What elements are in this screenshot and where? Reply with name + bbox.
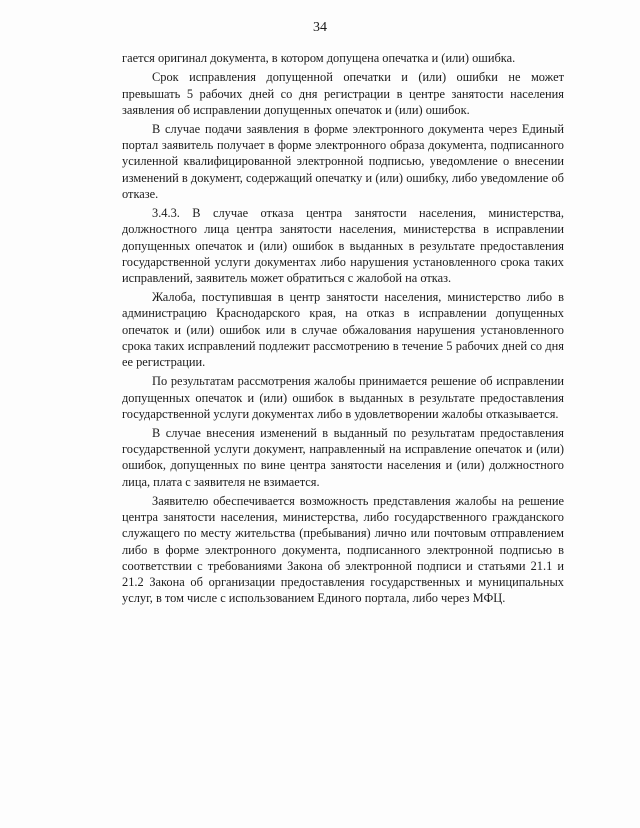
paragraph-complaint-decision: По результатам рассмотрения жалобы принимается решение об исправлении допущенных опечаток и (или) ошибок в выданных в результате предоставления государственной услуги документах либо в удовлетворении жалобы отказывается. (122, 374, 564, 421)
paragraph-no-fee: В случае внесения изменений в выданный по результатам предоставления государственной услуги документ, направленный на исправление опечаток и (или) ошибок, допущенных по вине центра занятости населения и (или) должностного лица, плата с заявителя не взимается. (122, 426, 564, 489)
paragraph-section-3-4-3: 3.4.3. В случае отказа центра занятости населения, министерства, должностного лица центра занятости населения, министерства в исправлении допущенных опечаток и (или) ошибок в выданных в результате предоставления государственной услуги документах либо нарушения установленного срока таких исправлений, заявитель может обратиться с жалобой на отказ. (122, 206, 564, 285)
paragraph-complaint-review: Жалоба, поступившая в центр занятости населения, министерство либо в администрацию Краснодарского края, на отказ в исправлении допущенных опечаток и (или) ошибок или в случае обжалования нарушения установленного срока таких исправлений подлежит рассмотрению в течение 5 рабочих дней со дня ее регистрации. (122, 290, 564, 370)
page-number: 34 (313, 20, 327, 35)
paragraph-continuation: гается оригинал документа, в котором допущена опечатка и (или) ошибка. (122, 51, 516, 65)
paragraph-correction-deadline: Срок исправления допущенной опечатки и (или) ошибки не может превышать 5 рабочих дней со дня регистрации в центре занятости населения заявления об исправлении допущенных опечаток и (или) ошибок. (122, 70, 564, 117)
paragraph-complaint-submission: Заявителю обеспечивается возможность представления жалобы на решение центра занятости населения, министерства, либо государственного гражданского служащего по месту жительства (пребывания) лично или почтовым отправлением либо в форме электронного документа, подписанного электронной подписью в соответствии с требованиями Закона об электронной подписи и статьями 21.1 и 21.2 Закона об организации предоставления государственных и муниципальных услуг, в том числе с использованием Единого портала, либо через МФЦ. (122, 493, 564, 606)
document-body (122, 50, 564, 609)
paragraph-electronic-notification: В случае подачи заявления в форме электронного документа через Единый портал заявитель получает в форме электронного образа документа, подписанного усиленной квалифицированной электронной подписью, уведомление о внесении изменений в документ, содержащий опечатку и (или) ошибку, либо уведомление об отказе. (122, 122, 564, 201)
